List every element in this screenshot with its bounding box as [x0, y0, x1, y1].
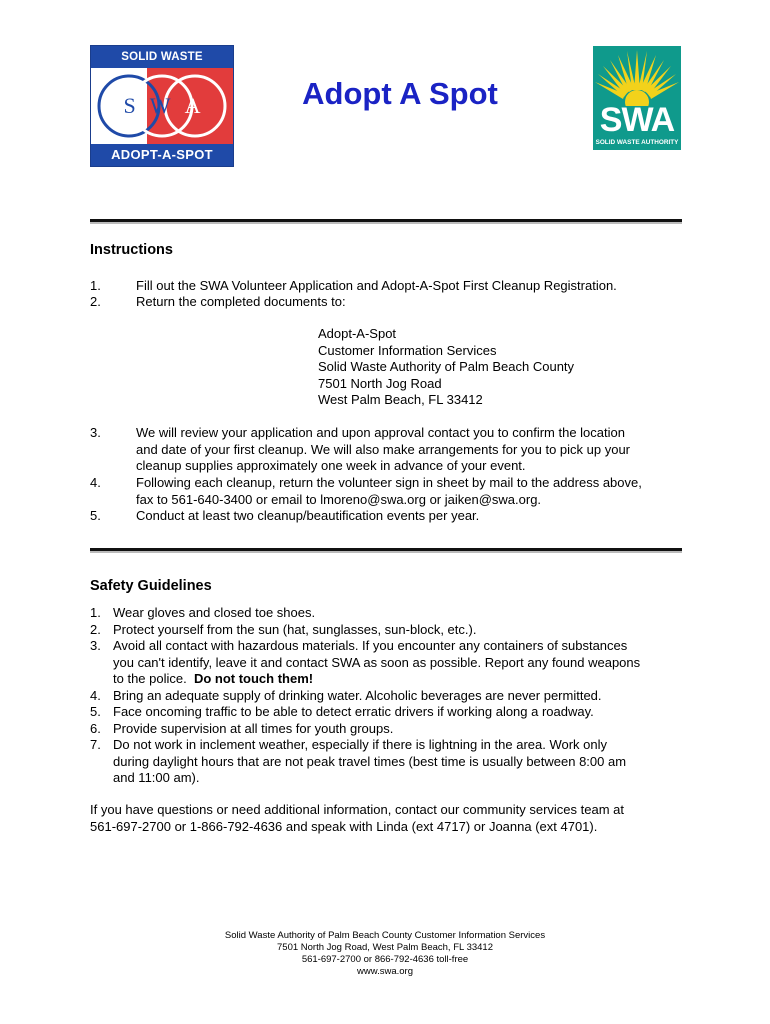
- safety-item-6: [90, 721, 690, 738]
- item-line: Do not work in inclement weather, especially if there is lightning in the area. Work only: [113, 737, 608, 752]
- item-text: [136, 508, 479, 525]
- item-number: 1.: [90, 605, 101, 620]
- item-number: 3.: [90, 425, 101, 440]
- address-line: West Palm Beach, FL 33412: [318, 392, 483, 407]
- section-divider: [90, 219, 682, 222]
- item-text: Provide supervision at all times for youth groups.: [113, 720, 394, 736]
- bold-warning: Do not touch them!: [193, 671, 314, 686]
- item-number: 6.: [90, 720, 101, 736]
- address-line: Adopt-A-Spot: [318, 326, 397, 341]
- item-number: 4.: [90, 687, 101, 703]
- footer-link[interactable]: www.swa.org: [357, 966, 413, 977]
- contact-line: If you have questions or need additional information, contact our community services team at: [90, 802, 625, 817]
- item-number: 5.: [90, 508, 101, 523]
- item-text: Return the completed documents to:: [136, 294, 346, 309]
- footer-line: 7501 North Jog Road, West Palm Beach, FL 33412: [277, 942, 493, 953]
- item-text: Face oncoming traffic to be able to detect erratic drivers if working along a roadway.: [113, 704, 594, 719]
- item-text: [136, 425, 630, 475]
- item-line: and date of your first cleanup. We will also make arrangements for you to pick up your: [136, 441, 631, 457]
- address-line: Customer Information Services: [318, 342, 497, 358]
- logo-top-text: SOLID WASTE: [91, 46, 233, 68]
- item-text: Protect yourself from the sun (hat, sunglasses, sun-block, etc.).: [113, 621, 477, 637]
- swa-logo: [593, 46, 681, 150]
- mailing-address: [318, 326, 574, 409]
- item-line-text: to the police.: [113, 671, 187, 686]
- item-line: Avoid all contact with hazardous materials. If you encounter any containers of substances: [113, 638, 628, 653]
- logo-letter-s: S: [123, 93, 136, 118]
- logo-letters: [91, 68, 233, 144]
- footer-line: Solid Waste Authority of Palm Beach County Customer Information Services: [224, 930, 546, 941]
- logo-bottom-text: ADOPT-A-SPOT: [91, 144, 233, 166]
- safety-heading: Safety Guidelines: [90, 578, 212, 594]
- item-number: 2.: [90, 294, 101, 309]
- item-text: Bring an adequate supply of drinking water. Alcoholic beverages are never permitted.: [113, 687, 602, 703]
- contact-paragraph: [90, 802, 624, 835]
- item-number: 4.: [90, 475, 101, 490]
- instructions-heading: Instructions: [90, 242, 173, 258]
- swa-logo-text: SWA: [599, 101, 675, 139]
- item-text: [113, 638, 640, 688]
- sun-rays-icon: [593, 46, 681, 106]
- adopt-a-spot-logo: [90, 45, 234, 167]
- item-number: 1.: [90, 278, 101, 293]
- item-number: 7.: [90, 737, 101, 752]
- item-line: during daylight hours that are not peak travel times (best time is usually between 8:00 am: [113, 753, 627, 769]
- address-line: Solid Waste Authority of Palm Beach County: [318, 359, 575, 374]
- logo-letter-a: A: [184, 93, 201, 118]
- item-line: We will review your application and upon approval contact you to confirm the location: [136, 425, 625, 440]
- item-line: Conduct at least two cleanup/beautification events per year.: [136, 508, 480, 523]
- item-number: 5.: [90, 704, 101, 719]
- safety-item-3: [90, 638, 690, 688]
- safety-list: [90, 605, 690, 787]
- safety-item-5: [90, 704, 690, 721]
- item-line: you can't identify, leave it and contact SWA as soon as possible. Report any found weapons: [113, 654, 641, 670]
- swa-logo-subtext: SOLID WASTE AUTHORITY: [595, 139, 679, 146]
- section-divider: [90, 548, 682, 551]
- address-line: 7501 North Jog Road: [318, 375, 442, 391]
- item-number: 2.: [90, 621, 101, 637]
- item-text: Wear gloves and closed toe shoes.: [113, 605, 316, 620]
- item-line: and 11:00 am).: [113, 770, 200, 785]
- item-number: 3.: [90, 638, 101, 653]
- item-text: [113, 737, 626, 787]
- item-text: [136, 475, 642, 508]
- item-line: fax to 561-640-3400 or email to lmoreno@swa.org or jaiken@swa.org.: [136, 491, 542, 507]
- item-line: [113, 671, 640, 688]
- safety-item-1: [90, 605, 690, 622]
- contact-line: 561-697-2700 or 1-866-792-4636 and speak with Linda (ext 4717) or Joanna (ext 4701).: [90, 818, 598, 834]
- footer-line: 561-697-2700 or 866-792-4636 toll-free: [301, 954, 469, 965]
- item-line: cleanup supplies approximately one week in advance of your event.: [136, 458, 526, 473]
- logo-letter-w: W: [149, 93, 171, 118]
- item-text: Fill out the SWA Volunteer Application and Adopt-A-Spot First Cleanup Registration.: [136, 278, 617, 293]
- safety-item-2: [90, 622, 690, 639]
- safety-item-7: [90, 737, 690, 787]
- page-footer: [185, 930, 585, 978]
- item-line: Following each cleanup, return the volunteer sign in sheet by mail to the address above,: [136, 475, 642, 490]
- page-title: Adopt A Spot: [302, 76, 498, 111]
- safety-item-4: [90, 688, 690, 705]
